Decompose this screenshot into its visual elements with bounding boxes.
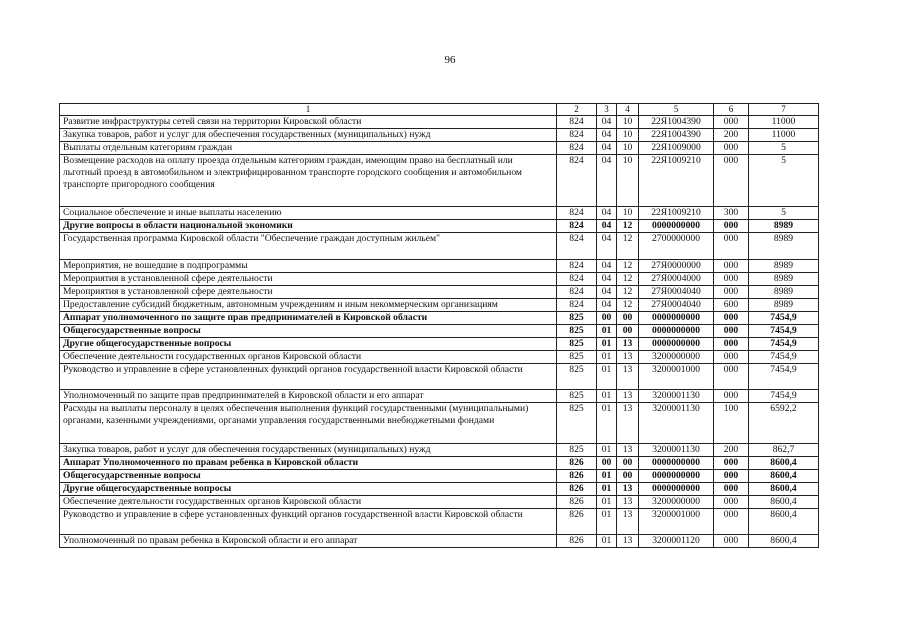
- row-target-article: 0000000000: [639, 483, 714, 496]
- row-subsection: 10: [617, 129, 639, 142]
- row-section: 01: [597, 338, 617, 351]
- row-expense-type: 000: [714, 273, 749, 286]
- row-section: 01: [597, 325, 617, 338]
- row-name: Другие общегосударственные вопросы: [60, 483, 557, 496]
- row-target-article: 0000000000: [639, 220, 714, 233]
- table-row: [60, 286, 819, 299]
- row-subsection: 12: [617, 299, 639, 312]
- row-expense-type: 000: [714, 338, 749, 351]
- row-section: 01: [597, 483, 617, 496]
- row-gr-code: 825: [557, 444, 597, 457]
- budget-table-body: [60, 104, 819, 548]
- row-section: 04: [597, 273, 617, 286]
- row-expense-type: 000: [714, 142, 749, 155]
- row-gr-code: 826: [557, 470, 597, 483]
- row-amount: 5: [749, 142, 819, 155]
- table-row: [60, 390, 819, 403]
- row-target-article: 3200000000: [639, 496, 714, 509]
- row-name: Общегосударственные вопросы: [60, 325, 557, 338]
- page-number: 96: [444, 54, 456, 66]
- row-amount: 8600,4: [749, 483, 819, 496]
- row-target-article: 3200001120: [639, 535, 714, 548]
- table-row: [60, 155, 819, 207]
- row-subsection: 10: [617, 116, 639, 129]
- row-name: Обеспечение деятельности государственных органов Кировской области: [60, 496, 557, 509]
- row-amount: 7454,9: [749, 364, 819, 390]
- table-row: [60, 509, 819, 535]
- row-subsection: 00: [617, 312, 639, 325]
- table-row: [60, 457, 819, 470]
- row-target-article: 0000000000: [639, 325, 714, 338]
- row-subsection: 13: [617, 403, 639, 444]
- row-target-article: 27Я0000000: [639, 260, 714, 273]
- row-amount: 8989: [749, 299, 819, 312]
- row-expense-type: 000: [714, 470, 749, 483]
- row-subsection: 12: [617, 220, 639, 233]
- row-target-article: 27Я0004040: [639, 286, 714, 299]
- row-subsection: 13: [617, 483, 639, 496]
- row-name: Уполномоченный по правам ребенка в Кировской области и его аппарат: [60, 535, 557, 548]
- table-row: [60, 496, 819, 509]
- row-target-article: 0000000000: [639, 470, 714, 483]
- row-subsection: 12: [617, 273, 639, 286]
- row-section: 01: [597, 403, 617, 444]
- row-expense-type: 000: [714, 496, 749, 509]
- table-row: [60, 403, 819, 444]
- row-gr-code: 824: [557, 155, 597, 207]
- row-section: 04: [597, 260, 617, 273]
- row-subsection: 12: [617, 233, 639, 260]
- table-row: [60, 351, 819, 364]
- row-amount: 8989: [749, 260, 819, 273]
- row-amount: 7454,9: [749, 390, 819, 403]
- row-section: 04: [597, 233, 617, 260]
- row-gr-code: 825: [557, 403, 597, 444]
- row-name: Другие вопросы в области национальной экономики: [60, 220, 557, 233]
- row-target-article: 22Я1004390: [639, 129, 714, 142]
- row-subsection: 00: [617, 457, 639, 470]
- table-row: [60, 116, 819, 129]
- row-gr-code: 826: [557, 457, 597, 470]
- row-gr-code: 824: [557, 273, 597, 286]
- row-name: Мероприятия в установленной сфере деятельности: [60, 273, 557, 286]
- row-amount: 8989: [749, 273, 819, 286]
- table-row: [60, 535, 819, 548]
- row-section: 01: [597, 351, 617, 364]
- row-target-article: 3200000000: [639, 351, 714, 364]
- row-name: Выплаты отдельным категориям граждан: [60, 142, 557, 155]
- row-target-article: 0000000000: [639, 338, 714, 351]
- row-amount: 8989: [749, 233, 819, 260]
- table-row: [60, 207, 819, 220]
- row-section: 01: [597, 390, 617, 403]
- row-amount: 8600,4: [749, 535, 819, 548]
- row-name: Государственная программа Кировской области "Обеспечение граждан доступным жильем": [60, 233, 557, 260]
- row-expense-type: 000: [714, 364, 749, 390]
- row-amount: 5: [749, 207, 819, 220]
- row-expense-type: 000: [714, 233, 749, 260]
- row-amount: 7454,9: [749, 351, 819, 364]
- row-name: Руководство и управление в сфере установленных функций органов государственной власти Кировской области: [60, 364, 557, 390]
- row-name: Обеспечение деятельности государственных органов Кировской области: [60, 351, 557, 364]
- row-name: Возмещение расходов на оплату проезда отдельным категориям граждан, имеющим право на бесплатный или льготный проезд в автомобильном и электрифицированном транспорте городского сообщения и автомобильном транспорте пригородного сообщения: [60, 155, 557, 207]
- row-target-article: 22Я1009210: [639, 155, 714, 207]
- row-section: 01: [597, 470, 617, 483]
- row-subsection: 12: [617, 286, 639, 299]
- row-amount: 8600,4: [749, 470, 819, 483]
- row-amount: 8600,4: [749, 509, 819, 535]
- row-target-article: 2700000000: [639, 233, 714, 260]
- table-row: [60, 142, 819, 155]
- row-subsection: 13: [617, 364, 639, 390]
- row-target-article: 27Я0004000: [639, 273, 714, 286]
- row-amount: 8600,4: [749, 496, 819, 509]
- row-target-article: 22Я1004390: [639, 116, 714, 129]
- row-gr-code: 824: [557, 116, 597, 129]
- row-subsection: 13: [617, 444, 639, 457]
- row-name: Расходы на выплаты персоналу в целях обеспечения выполнения функций государственными (муниципальными) органами, казенными учреждениями, органами управления государственными внебюджетными фондами: [60, 403, 557, 444]
- table-row: [60, 444, 819, 457]
- row-subsection: 00: [617, 325, 639, 338]
- row-gr-code: 825: [557, 325, 597, 338]
- row-subsection: 00: [617, 470, 639, 483]
- row-gr-code: 825: [557, 351, 597, 364]
- row-section: 00: [597, 457, 617, 470]
- row-expense-type: 000: [714, 220, 749, 233]
- row-section: 01: [597, 496, 617, 509]
- row-gr-code: 826: [557, 535, 597, 548]
- row-expense-type: 000: [714, 260, 749, 273]
- row-amount: 6592,2: [749, 403, 819, 444]
- row-amount: 7454,9: [749, 338, 819, 351]
- row-target-article: 3200001130: [639, 403, 714, 444]
- row-expense-type: 000: [714, 155, 749, 207]
- row-section: 04: [597, 207, 617, 220]
- table-row: [60, 233, 819, 260]
- row-target-article: 3200001130: [639, 444, 714, 457]
- row-gr-code: 825: [557, 390, 597, 403]
- row-expense-type: 300: [714, 207, 749, 220]
- row-gr-code: 826: [557, 496, 597, 509]
- row-subsection: 13: [617, 390, 639, 403]
- row-expense-type: 000: [714, 116, 749, 129]
- header-row: [60, 104, 819, 116]
- row-amount: 862,7: [749, 444, 819, 457]
- header-col-4: 4: [617, 104, 639, 116]
- row-amount: 5: [749, 155, 819, 207]
- row-section: 00: [597, 312, 617, 325]
- table-row: [60, 273, 819, 286]
- row-name: Общегосударственные вопросы: [60, 470, 557, 483]
- row-section: 04: [597, 129, 617, 142]
- row-expense-type: 000: [714, 312, 749, 325]
- row-subsection: 10: [617, 155, 639, 207]
- row-section: 04: [597, 299, 617, 312]
- row-gr-code: 824: [557, 260, 597, 273]
- row-gr-code: 826: [557, 509, 597, 535]
- row-target-article: 3200001130: [639, 390, 714, 403]
- row-subsection: 10: [617, 207, 639, 220]
- row-expense-type: 000: [714, 351, 749, 364]
- row-name: Другие общегосударственные вопросы: [60, 338, 557, 351]
- row-name: Мероприятия, не вошедшие в подпрограммы: [60, 260, 557, 273]
- row-gr-code: 824: [557, 142, 597, 155]
- row-name: Закупка товаров, работ и услуг для обеспечения государственных (муниципальных) нужд: [60, 444, 557, 457]
- table-row: [60, 483, 819, 496]
- row-subsection: 13: [617, 509, 639, 535]
- table-row: [60, 470, 819, 483]
- row-target-article: 22Я1009210: [639, 207, 714, 220]
- budget-table: [59, 103, 819, 548]
- row-name: Мероприятия в установленной сфере деятельности: [60, 286, 557, 299]
- row-target-article: 0000000000: [639, 457, 714, 470]
- row-gr-code: 825: [557, 338, 597, 351]
- header-col-7: 7: [749, 104, 819, 116]
- header-col-3: 3: [597, 104, 617, 116]
- row-amount: 8989: [749, 286, 819, 299]
- table-row: [60, 364, 819, 390]
- row-name: Аппарат Уполномоченного по правам ребенка в Кировской области: [60, 457, 557, 470]
- row-expense-type: 000: [714, 535, 749, 548]
- row-target-article: 3200001000: [639, 509, 714, 535]
- table-row: [60, 299, 819, 312]
- row-gr-code: 824: [557, 220, 597, 233]
- row-target-article: 22Я1009000: [639, 142, 714, 155]
- row-name: Уполномоченный по защите прав предпринимателей в Кировской области и его аппарат: [60, 390, 557, 403]
- row-expense-type: 100: [714, 403, 749, 444]
- row-name: Развитие инфраструктуры сетей связи на территории Кировской области: [60, 116, 557, 129]
- table-row: [60, 312, 819, 325]
- row-expense-type: 000: [714, 390, 749, 403]
- row-name: Аппарат уполномоченного по защите прав предпринимателей в Кировской области: [60, 312, 557, 325]
- header-col-2: 2: [557, 104, 597, 116]
- row-gr-code: 826: [557, 483, 597, 496]
- row-amount: 7454,9: [749, 312, 819, 325]
- row-gr-code: 824: [557, 207, 597, 220]
- row-amount: 8989: [749, 220, 819, 233]
- row-amount: 7454,9: [749, 325, 819, 338]
- row-name: Предоставление субсидий бюджетным, автономным учреждениям и иным некоммерческим организациям: [60, 299, 557, 312]
- row-section: 01: [597, 444, 617, 457]
- row-section: 04: [597, 286, 617, 299]
- table-row: [60, 325, 819, 338]
- row-expense-type: 000: [714, 325, 749, 338]
- table-row: [60, 129, 819, 142]
- row-subsection: 13: [617, 338, 639, 351]
- row-name: Закупка товаров, работ и услуг для обеспечения государственных (муниципальных) нужд: [60, 129, 557, 142]
- row-section: 01: [597, 535, 617, 548]
- row-gr-code: 825: [557, 312, 597, 325]
- row-section: 04: [597, 220, 617, 233]
- row-gr-code: 824: [557, 299, 597, 312]
- row-expense-type: 000: [714, 483, 749, 496]
- row-gr-code: 824: [557, 129, 597, 142]
- row-subsection: 12: [617, 260, 639, 273]
- row-target-article: 3200001000: [639, 364, 714, 390]
- row-expense-type: 000: [714, 286, 749, 299]
- row-subsection: 10: [617, 142, 639, 155]
- row-section: 04: [597, 142, 617, 155]
- row-gr-code: 825: [557, 364, 597, 390]
- row-subsection: 13: [617, 535, 639, 548]
- header-col-6: 6: [714, 104, 749, 116]
- table-row: [60, 220, 819, 233]
- row-expense-type: 000: [714, 457, 749, 470]
- row-subsection: 13: [617, 351, 639, 364]
- row-section: 04: [597, 116, 617, 129]
- row-target-article: 27Я0004040: [639, 299, 714, 312]
- row-gr-code: 824: [557, 233, 597, 260]
- row-expense-type: 200: [714, 444, 749, 457]
- row-expense-type: 200: [714, 129, 749, 142]
- row-amount: 8600,4: [749, 457, 819, 470]
- row-expense-type: 000: [714, 509, 749, 535]
- row-target-article: 0000000000: [639, 312, 714, 325]
- header-col-5: 5: [639, 104, 714, 116]
- row-name: Социальное обеспечение и иные выплаты населению: [60, 207, 557, 220]
- table-row: [60, 260, 819, 273]
- row-gr-code: 824: [557, 286, 597, 299]
- row-name: Руководство и управление в сфере установленных функций органов государственной власти Кировской области: [60, 509, 557, 535]
- row-amount: 11000: [749, 116, 819, 129]
- row-section: 01: [597, 364, 617, 390]
- row-section: 01: [597, 509, 617, 535]
- row-expense-type: 600: [714, 299, 749, 312]
- row-subsection: 13: [617, 496, 639, 509]
- table-row: [60, 338, 819, 351]
- row-section: 04: [597, 155, 617, 207]
- header-col-1: 1: [60, 104, 557, 116]
- row-amount: 11000: [749, 129, 819, 142]
